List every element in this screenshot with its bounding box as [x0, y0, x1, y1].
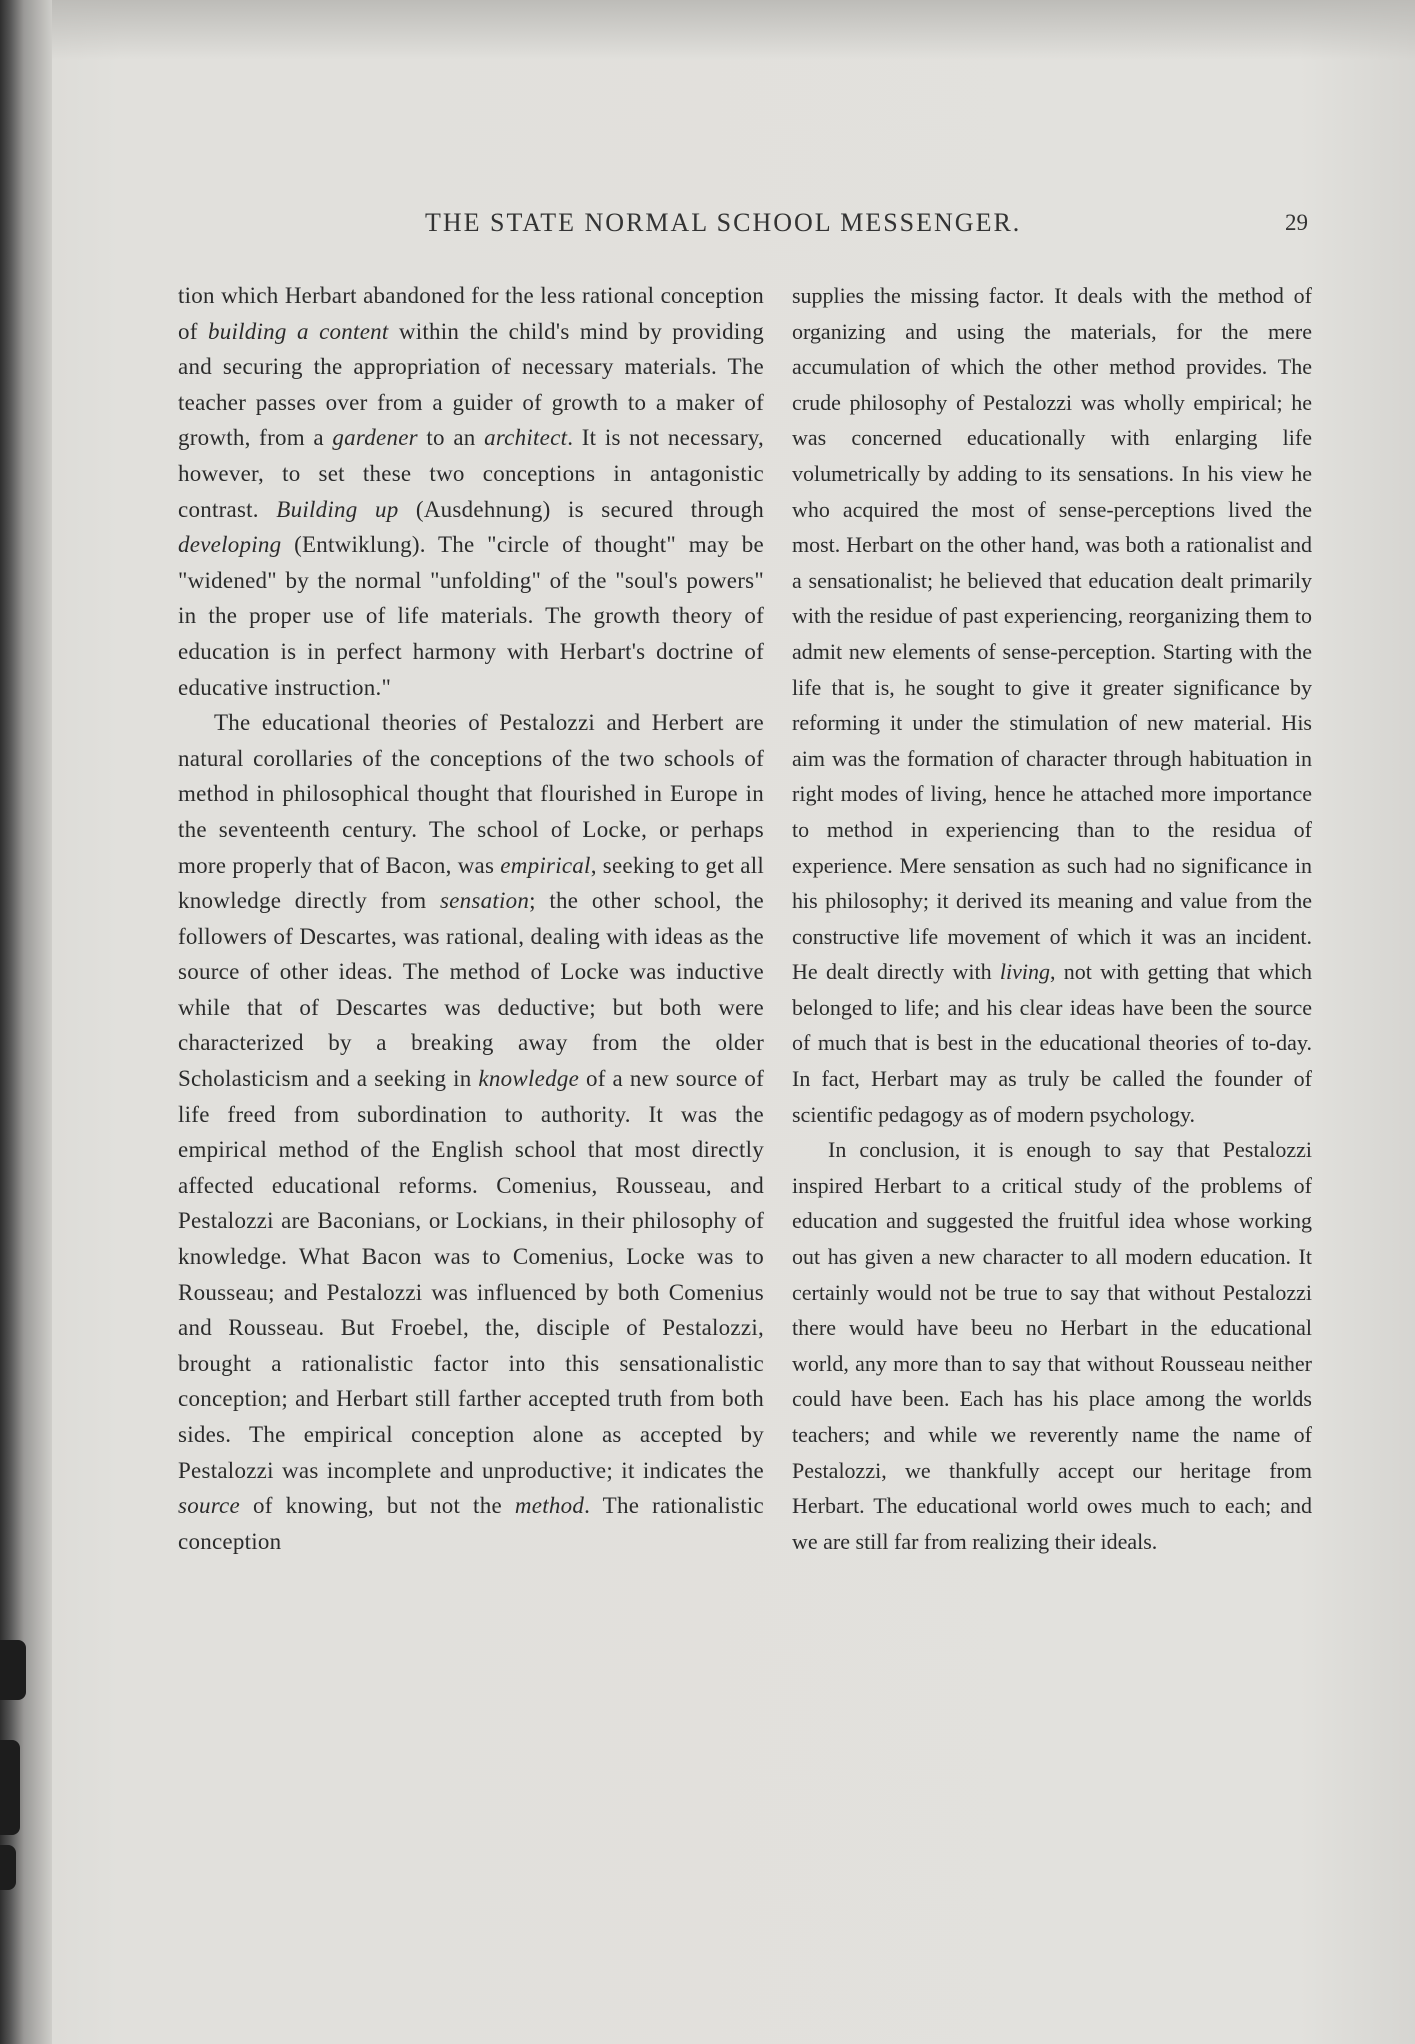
- page-number: 29: [1285, 210, 1308, 235]
- left-column: [178, 278, 764, 1559]
- text-run: (Entwiklung). The "circle of thought" may be "widened" by the normal "unfolding" of the "soul's powers" in the proper use of life materials. The growth theory of education is in perfect harmony with Herbart's doctrine of educative instruction.": [178, 532, 764, 700]
- text-run: of a new source of life freed from subordination to authority. It was the empirical method of the English school that most directly affected educational reforms. Comenius, Rousseau, and Pestalozzi are Baconians, or Lockians, in their philosophy of knowledge. What Bacon was to Comenius, Locke was to Rousseau; and Pestalozzi was influenced by both Comenius and Rousseau. But Froebel, the, disciple of Pestalozzi, brought a rationalistic factor into this sensationalistic conception; and Herbart still farther accepted truth from both sides. The empirical conception alone as accepted by Pestalozzi was incomplete and unproductive; it indicates the: [178, 1066, 764, 1483]
- italic-run: gardener: [332, 425, 418, 451]
- running-title: THE STATE NORMAL SCHOOL MESSENGER.: [425, 208, 1022, 237]
- text-run: . It is not necessary, however, to set these two conceptions in antagonistic contrast.: [178, 425, 764, 522]
- italic-run: method: [514, 1493, 585, 1519]
- paragraph: [792, 1132, 1312, 1559]
- text-run: , not with getting that which belonged to life; and his clear ideas have been the source of much that is best in the educational theories of to-day. In fact, Herbart may as truly be called the founder of scientific pedagogy as of modern psychology.: [792, 959, 1312, 1127]
- italic-run: source: [178, 1493, 240, 1519]
- italic-run: living: [999, 959, 1050, 985]
- margin-blot: [0, 1740, 20, 1835]
- text-run: of knowing, but not the: [239, 1493, 515, 1519]
- text-run: tion which Herbart abandoned for the less rational conception of: [178, 283, 764, 344]
- paragraph: [178, 278, 764, 705]
- top-shadow: [0, 0, 1415, 60]
- text-run: (Ausdehnung) is secured through: [398, 496, 764, 522]
- text-run: In conclusion, it is enough to say that Pestalozzi inspired Herbart to a critical study of the problems of education and suggested the fruitful idea whose working out has given a new character to all modern education. It certainly would not be true to say that without Pestalozzi there would have beeu no Herbart in the educational world, any more than to say that without Rousseau neither could have been. Each has his place among the worlds teachers; and while we reverently name the name of Pestalozzi, we thankfully accept our heritage from Herbart. The educational world owes much to each; and we are still far from realizing their ideals.: [792, 1137, 1312, 1554]
- page-header: [150, 208, 1330, 248]
- text-run: . The rationalistic conception: [178, 1493, 764, 1554]
- binding-shadow: [0, 0, 52, 2044]
- paragraph: [792, 278, 1312, 1132]
- italic-run: empirical: [500, 852, 591, 878]
- paragraph: [178, 705, 764, 1559]
- italic-run: building a content: [208, 318, 389, 344]
- text-run: within the child's mind by providing and securing the appropriation of necessary materials. The teacher passes over from a guider of growth to a maker of growth, from a: [178, 318, 764, 451]
- text-run: The educational theories of Pestalozzi and Herbert are natural corollaries of the conceptions of the two schools of method in philosophical thought that flourished in Europe in the seventeenth century. The school of Locke, or perhaps more properly that of Bacon, was: [178, 710, 764, 878]
- italic-run: knowledge: [478, 1066, 580, 1092]
- italic-run: sensation: [439, 888, 530, 914]
- text-run: ; the other school, the followers of Descartes, was rational, dealing with ideas as the source of other ideas. The method of Locke was inductive while that of Descartes was deductive; but both were characterized by a breaking away from the older Scholasticism and a seeking in: [178, 888, 764, 1092]
- text-run: , seeking to get all knowledge directly from: [178, 852, 764, 914]
- italic-run: architect: [484, 425, 568, 451]
- italic-run: developing: [178, 532, 282, 558]
- text-run: supplies the missing factor. It deals with the method of organizing and using the materials, for the mere accumulation of which the other method provides. The crude philosophy of Pestalozzi was wholly empirical; he was concerned educationally with enlarging life volumetrically by adding to its sensations. In his view he who acquired the most of sense-perceptions lived the most. Herbart on the other hand, was both a rationalist and a sensationalist; he believed that education dealt primarily with the residue of past experiencing, reorganizing them to admit new elements of sense-perception. Starting with the life that is, he sought to give it greater significance by reforming it under the stimulation of new material. His aim was the formation of character through habituation in right modes of living, hence he attached more importance to method in experiencing than to the residua of experience. Mere sensation as such had no significance in his philosophy; it derived its meaning and value from the constructive life movement of which it was an incident. He dealt directly with: [792, 283, 1312, 985]
- margin-blot: [0, 1640, 26, 1700]
- right-column: [792, 278, 1312, 1559]
- margin-blot: [0, 1845, 16, 1890]
- text-run: to an: [417, 425, 485, 451]
- italic-run: Building up: [276, 496, 399, 522]
